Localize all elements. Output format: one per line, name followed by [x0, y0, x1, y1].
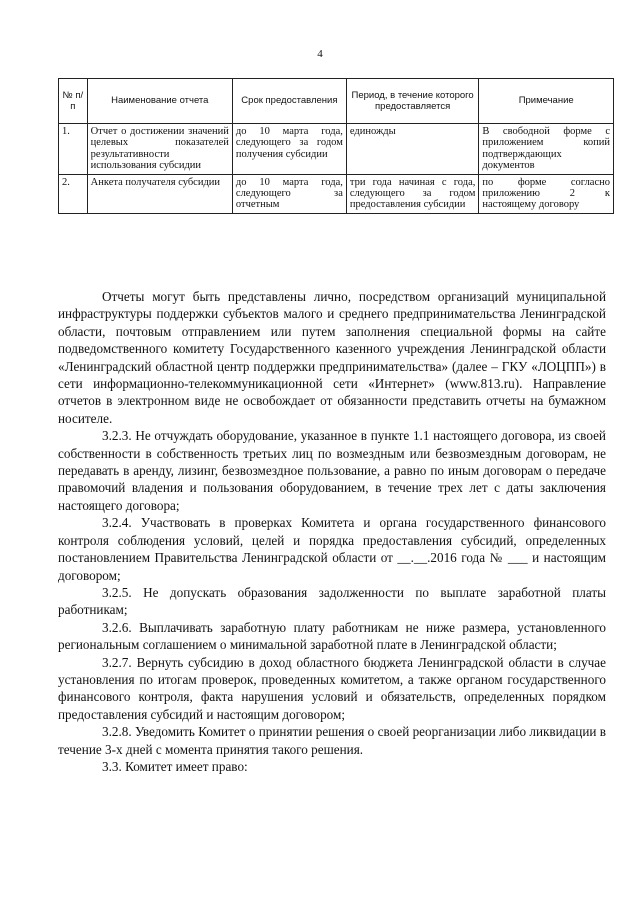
column-header-report-name: Наименование отчета: [87, 79, 232, 124]
document-body: [58, 288, 606, 775]
clause-3-2-3: 3.2.3. Не отчуждать оборудование, указанное в пункте 1.1 настоящего договора, из своей собственности в собственность третьих лиц по возмездным или безвозмездным договорам, не передавать в аренду, лизинг, безвозмездное пользование, а равно по иным договорам о передаче правомочий владения и пользования оборудованием, в течение трех лет с даты заключения настоящего договора;: [58, 428, 606, 513]
table-cell: единожды: [346, 124, 479, 175]
clause-3-2-8: 3.2.8. Уведомить Комитет о принятии решения о своей реорганизации либо ликвидации в течение 3-х дней с момента принятия такого решения.: [58, 724, 606, 757]
column-header-note: Примечание: [479, 79, 614, 124]
reports-table: [58, 78, 614, 214]
table-row: [59, 124, 614, 175]
table-cell: Анкета получателя субсидии: [87, 174, 232, 213]
column-header-period: Период, в течение которого предоставляется: [346, 79, 479, 124]
table-cell: Отчет о достижении значений целевых показателей результативности использования субсидии: [87, 124, 232, 175]
column-header-deadline: Срок предоставления: [232, 79, 346, 124]
clause-3-2-4: 3.2.4. Участвовать в проверках Комитета и органа государственного финансового контроля соблюдения условий, целей и порядка предоставления субсидий, определенных постановлением Правительства Ленинградской области от __.__.2016 года № ___ и настоящим договором;: [58, 515, 606, 583]
table-cell: 1.: [59, 124, 88, 175]
clause-3-2-5: 3.2.5. Не допускать образования задолженности по выплате заработной платы работникам;: [58, 584, 606, 618]
paragraph-reports-submission: Отчеты могут быть представлены лично, посредством организаций муниципальной инфраструктуры поддержки субъектов малого и среднего предпринимательства Ленинградской области, почтовым отправлением или путем заполнения специальной формы на сайте подведомственного комитету Государственного казенного учреждения Ленинградской области «Ленинградский областной центр поддержки предпринимательства» (далее – ГКУ «ЛОЦПП») в сети информационно-телекоммуникационной сети «Интернет» (www.813.ru). Направление отчетов в электронном виде не освобождает от обязанности представить отчеты на бумажном носителе.: [58, 289, 606, 426]
page-number: 4: [317, 48, 323, 60]
clause-3-2-7: 3.2.7. Вернуть субсидию в доход областного бюджета Ленинградской области в случае установления по итогам проверок, проведенных комитетом, а также органом государственного финансового контроля, факта нарушения условий и обязательств, определенных порядком предоставления субсидий и настоящим договором;: [58, 654, 606, 722]
column-header-number: № п/п: [59, 79, 88, 124]
table-cell: В свободной форме с приложением копий подтверждающих документов: [479, 124, 614, 175]
clause-3-3: 3.3. Комитет имеет право:: [102, 758, 248, 774]
clause-3-2-6: 3.2.6. Выплачивать заработную плату работникам не ниже размера, установленного региональным соглашением о минимальной заработной плате в Ленинградской области;: [58, 619, 606, 653]
table-row: [59, 174, 614, 213]
table-cell: до 10 марта года, следующего за годом получения субсидии: [232, 124, 346, 175]
table-cell: 2.: [59, 174, 88, 213]
table-cell: до 10 марта года, следующего за отчетным: [232, 174, 346, 213]
table-cell: три года начиная с года, следующего за годом предоставления субсидии: [346, 174, 479, 213]
table-header-row: [59, 79, 614, 124]
table-cell: по форме согласно приложению 2 к настоящему договору: [479, 174, 614, 213]
